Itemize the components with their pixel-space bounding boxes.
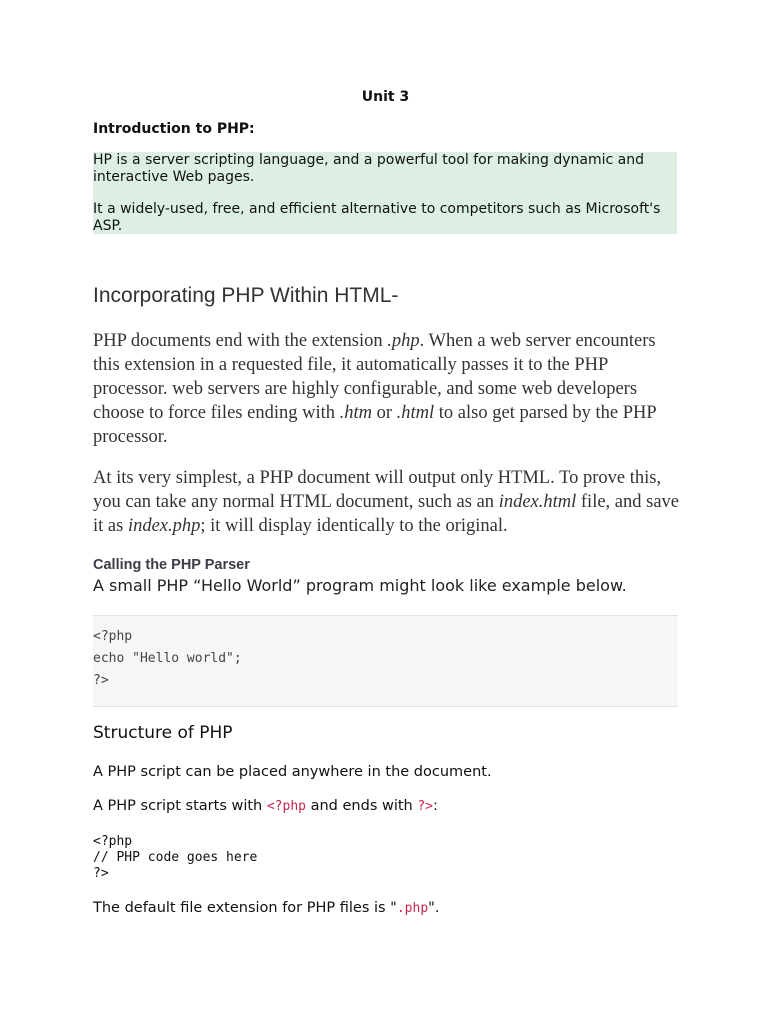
code-line: <?php <box>93 629 133 644</box>
text: and ends with <box>306 798 418 814</box>
html-extension-italic: .html <box>396 403 435 423</box>
intro-paragraph-1: HP is a server scripting language, and a powerful tool for making dynamic and interactive Web pages. <box>93 152 644 185</box>
php-extension-italic: .php <box>387 331 420 351</box>
text: At its very simplest, a PHP document will output only HTML. To prove this, you can take any normal HTML document, such as an <box>93 468 662 512</box>
text: The default file extension for PHP files is " <box>93 900 397 916</box>
text: file, and save it as <box>93 492 680 536</box>
text: or <box>371 403 397 423</box>
text: ". <box>428 900 440 916</box>
php-open-tag-code: <?php <box>266 799 306 814</box>
text: ; it will display identically to the original. <box>200 516 508 536</box>
simplest-php-paragraph <box>93 466 683 538</box>
php-extension-code: .php <box>396 901 429 916</box>
index-php-italic: index.php <box>127 516 201 536</box>
php-close-tag-code: ?> <box>417 799 434 814</box>
structure-code-line: // PHP code goes here <box>93 850 258 865</box>
calling-parser-heading: Calling the PHP Parser <box>93 557 250 573</box>
hello-world-intro: A small PHP “Hello World” program might look like example below. <box>93 576 627 595</box>
section-heading: Incorporating PHP Within HTML- <box>93 284 399 307</box>
structure-line-1: A PHP script can be placed anywhere in the document. <box>93 764 492 780</box>
structure-code-line: ?> <box>93 866 109 881</box>
htm-extension-italic: .htm <box>339 403 372 423</box>
structure-line-3 <box>93 900 439 916</box>
structure-heading: Structure of PHP <box>93 723 233 743</box>
index-html-italic: index.html <box>498 492 577 512</box>
structure-code-line: <?php <box>93 834 133 849</box>
intro-heading: Introduction to PHP: <box>93 121 255 137</box>
php-extension-paragraph <box>93 329 683 449</box>
text: . When a web server encounters this extension in a requested file, it automatically passes it to the PHP processor. web servers are highly configurable, and some web developers choose to force files ending with <box>93 331 656 423</box>
structure-line-2 <box>93 798 438 814</box>
intro-paragraph-2: It a widely-used, free, and efficient alternative to competitors such as Microsoft's ASP. <box>93 201 661 234</box>
text: PHP documents end with the extension <box>93 331 388 351</box>
text: : <box>433 798 438 814</box>
text: A PHP script starts with <box>93 798 267 814</box>
code-line: ?> <box>93 673 109 688</box>
code-line: echo "Hello world"; <box>93 651 242 666</box>
text: to also get parsed by the PHP processor. <box>93 403 656 447</box>
unit-title: Unit 3 <box>361 89 410 105</box>
highlighted-intro-box <box>93 152 677 234</box>
hello-world-code-block <box>93 615 678 707</box>
